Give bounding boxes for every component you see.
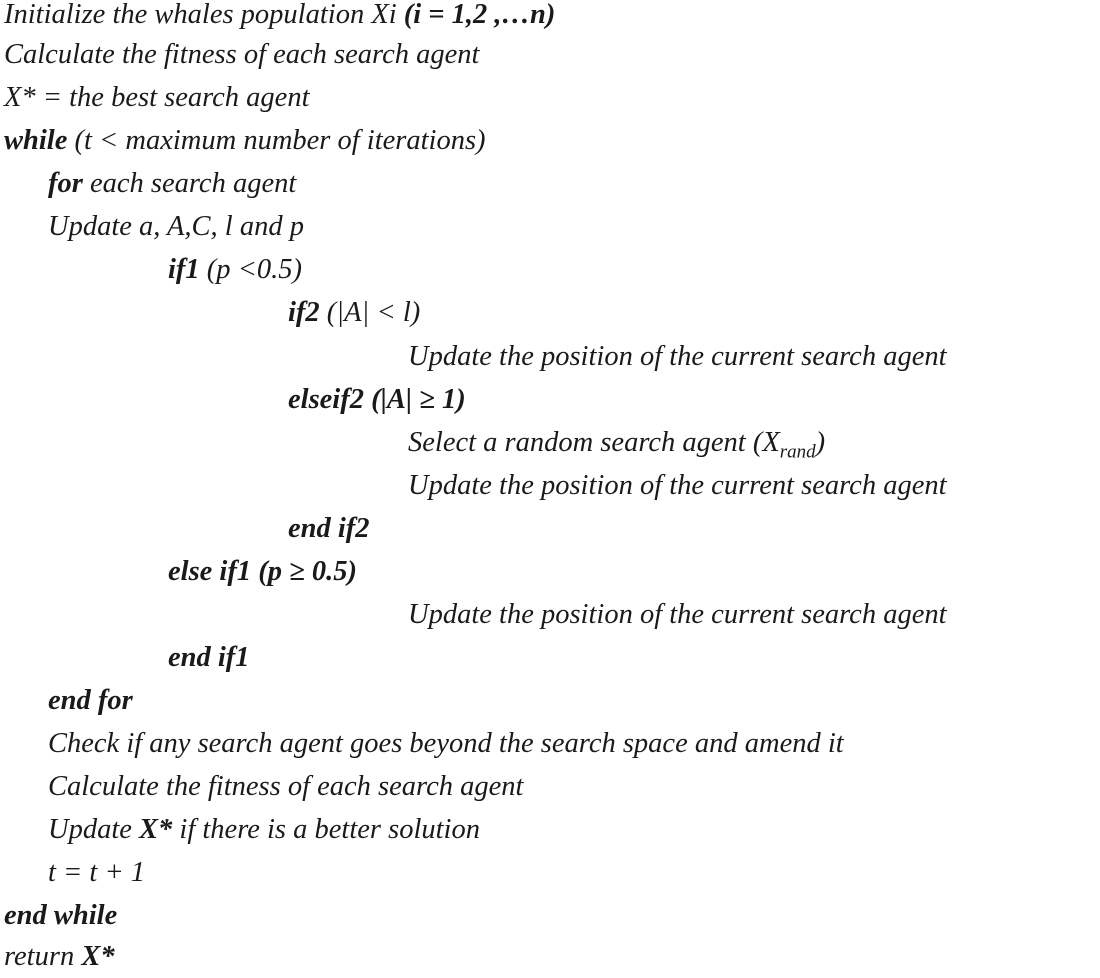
check-bounds-text: Check if any search agent goes beyond the search space and amend it xyxy=(48,728,844,759)
end-if1-keyword: end if1 xyxy=(168,642,250,673)
update-position-text: Update the position of the current search agent xyxy=(408,599,947,630)
if1-condition: (p <0.5) xyxy=(199,254,303,285)
line-for xyxy=(0,162,296,205)
line-calc-fitness-2 xyxy=(0,765,523,808)
line-update-position-2 xyxy=(0,464,947,507)
line-else-if1 xyxy=(0,550,357,593)
line-end-if2 xyxy=(0,507,370,550)
if2-condition: (|A| < l) xyxy=(319,297,421,328)
end-while-keyword: end while xyxy=(4,900,118,931)
increment-text: t = t + 1 xyxy=(48,857,146,888)
best-agent-text: X* = the best search agent xyxy=(4,82,310,113)
select-random-prefix: Select a random search agent (X xyxy=(408,427,780,458)
update-best-symbol: X* xyxy=(139,814,173,845)
calc-fitness-text: Calculate the fitness of each search agent xyxy=(4,39,480,70)
init-text: Initialize the whales population Xi xyxy=(4,0,404,30)
update-best-suffix: if there is a better solution xyxy=(172,814,480,845)
update-best-prefix: Update xyxy=(48,814,140,845)
line-update-position-3 xyxy=(0,593,947,636)
calc-fitness-text: Calculate the fitness of each search agent xyxy=(48,771,524,802)
return-prefix: return xyxy=(4,941,82,972)
line-update-best xyxy=(0,808,480,851)
line-elseif2 xyxy=(0,378,466,421)
select-random-suffix: ) xyxy=(815,427,826,458)
for-keyword: for xyxy=(48,168,83,199)
line-update-position-1 xyxy=(0,335,947,378)
end-for-keyword: end for xyxy=(48,685,133,716)
for-rest: each search agent xyxy=(82,168,297,199)
line-check-bounds xyxy=(0,722,844,765)
else-if1-keyword: else if1 (p ≥ 0.5) xyxy=(168,556,357,587)
line-if2 xyxy=(0,291,420,334)
line-increment xyxy=(0,851,145,894)
update-position-text: Update the position of the current search agent xyxy=(408,341,947,372)
elseif2-keyword: elseif2 (|A| ≥ 1) xyxy=(288,384,466,415)
line-return xyxy=(0,935,115,978)
return-symbol: X* xyxy=(81,941,115,972)
end-if2-keyword: end if2 xyxy=(288,513,370,544)
line-end-while xyxy=(0,894,117,937)
line-select-random xyxy=(0,421,825,464)
line-while xyxy=(0,119,486,162)
line-best-agent xyxy=(0,76,309,119)
if2-keyword: if2 xyxy=(288,297,320,328)
init-range: (i = 1,2 ,…n) xyxy=(403,0,556,30)
line-end-if1 xyxy=(0,636,250,679)
while-keyword: while xyxy=(4,125,68,156)
if1-keyword: if1 xyxy=(168,254,200,285)
line-if1 xyxy=(0,248,302,291)
line-end-for xyxy=(0,679,133,722)
line-initialize xyxy=(0,0,555,36)
line-update-params xyxy=(0,205,304,248)
while-condition: (t < maximum number of iterations) xyxy=(67,125,486,156)
update-params-text: Update a, A,C, l and p xyxy=(48,211,304,242)
update-position-text: Update the position of the current search agent xyxy=(408,470,947,501)
line-calc-fitness xyxy=(0,33,479,76)
select-random-subscript: rand xyxy=(779,441,816,463)
